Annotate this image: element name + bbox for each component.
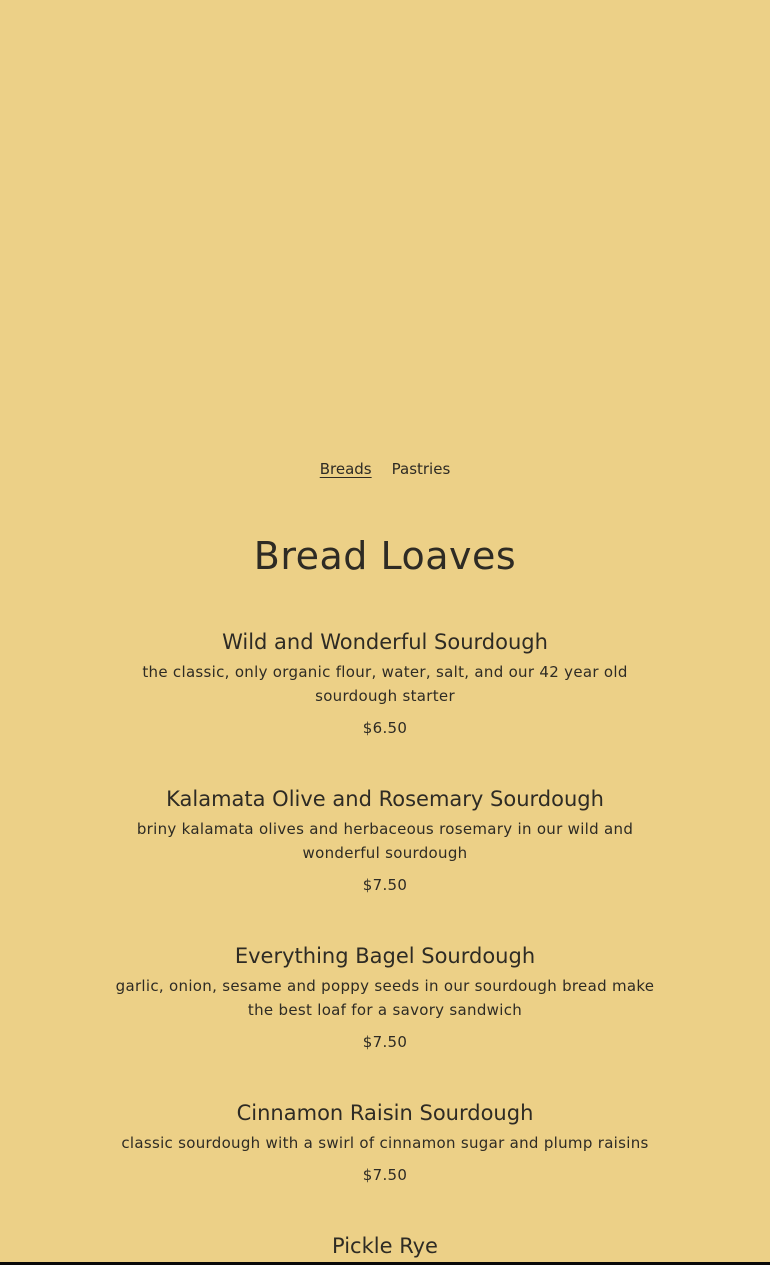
- item-price: $7.50: [362, 1166, 408, 1184]
- item-description: briny kalamata olives and herbaceous rosemary in our wild and wonderful sourdough: [136, 820, 634, 862]
- menu-item: [105, 784, 665, 897]
- menu-item: [105, 1231, 665, 1261]
- item-description: classic sourdough with a swirl of cinnamon sugar and plump raisins: [121, 1134, 649, 1152]
- item-name: Pickle Rye: [332, 1234, 438, 1258]
- menu-tabs: [0, 458, 770, 480]
- item-price: $7.50: [362, 876, 408, 894]
- section-title: Bread Loaves: [253, 534, 517, 578]
- item-name: Everything Bagel Sourdough: [234, 944, 536, 968]
- item-description: the classic, only organic flour, water, salt, and our 42 year old sourdough starter: [142, 663, 628, 705]
- menu-item: [105, 1098, 665, 1187]
- menu-item: [105, 627, 665, 740]
- item-name: Wild and Wonderful Sourdough: [222, 630, 548, 654]
- item-description: garlic, onion, sesame and poppy seeds in our sourdough bread make the best loaf for a savory sandwich: [115, 977, 655, 1019]
- item-price: $7.50: [362, 1033, 408, 1051]
- tab-breads[interactable]: Breads: [319, 460, 372, 478]
- tab-pastries[interactable]: Pastries: [391, 460, 451, 478]
- item-name: Cinnamon Raisin Sourdough: [236, 1101, 534, 1125]
- item-name: Kalamata Olive and Rosemary Sourdough: [166, 787, 604, 811]
- item-price: $6.50: [362, 719, 408, 737]
- menu-list: [0, 627, 770, 1261]
- menu-item: [105, 941, 665, 1054]
- hero-area: [0, 0, 770, 458]
